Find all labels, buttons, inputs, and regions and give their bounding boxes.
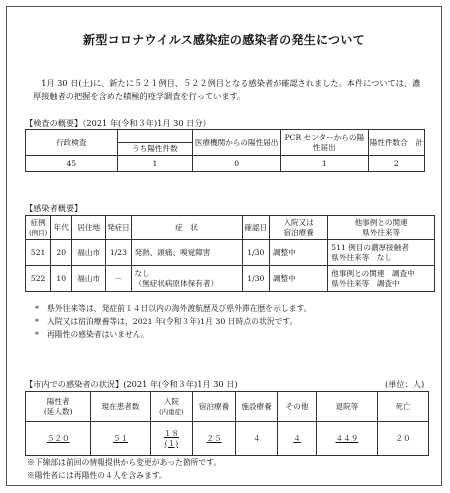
case-conf: 1/30 [242,266,269,292]
case-symptom: なし （無症状病原体保有者） [131,266,242,292]
cases-section-label: 【感染者概要】 [25,203,83,213]
case-onset: － [106,266,131,292]
case-status: 調整中 [270,240,328,266]
case-no: 521 [26,240,51,266]
footnote-item: ※下線部は前回の情報提供から変更があった箇所です。 [27,458,222,467]
cases-header-onset: 発症日 [106,216,131,240]
status-value-other: ４ [278,422,316,456]
status-header-hosp: 入院 (内重症) [150,392,193,422]
exam-header-med: 医療機関からの陽性届出 [193,130,281,156]
status-value-current: ５１ [91,422,150,456]
case-age: 20 [51,240,72,266]
footnote-item: ※陽性者には再陽性の４人を含みます。 [27,471,167,480]
status-header-hotel: 宿泊療養 [193,392,236,422]
cases-header-status: 入院又は 宿泊療養 [270,216,328,240]
exam-value-pcr: 1 [280,156,368,172]
status-table [25,391,429,456]
case-conf: 1/30 [242,240,269,266]
case-res: 福山市 [72,240,106,266]
status-header-facility: 施設療養 [235,392,278,422]
note-item: * 県外往来等は，発症前１４日以内の海外渡航歴及び県外滞在歴を示します。 [35,304,312,313]
cases-header-symptom: 症 状 [131,216,242,240]
cases-header-rel: 他事例との関連 県外往来等 [328,216,435,240]
cases-header-age: 年代 [51,216,72,240]
case-status: 調整中 [270,266,328,292]
page-title: 新型コロナウイルス感染症の感染者の発生について [83,33,365,47]
cases-header-no: 症例 (例目) [26,216,51,240]
exam-header-test: 行政検査 [26,130,118,156]
note-item: * 入院又は宿泊療養等は，2021 年(令和３年)1月 30 日時点の状況です。 [35,317,298,326]
table-row [26,266,435,292]
status-header-discharged: 退院等 [316,392,377,422]
exam-value-med: 0 [193,156,281,172]
status-header-pos: 陽性者 (延人数) [26,392,91,422]
exam-section-label: 【検査の概要】（2021 年(令和３年)1月 30 日分） [25,118,211,128]
cases-header-res: 居住地 [72,216,106,240]
exam-header-total: 陽性件数合 計 [368,130,424,156]
document-page [6,6,442,486]
exam-header-pcr: PCR センターからの陽性届出 [280,130,368,156]
status-section-label: 【市内での感染者の状況】(2021 年(令和３年)1月 30 日) [25,379,238,389]
status-value-facility: ４ [235,422,278,456]
table-row [26,240,435,266]
status-value-pos: ５２０ [26,422,91,456]
status-header-current: 現在患者数 [91,392,150,422]
status-value-death: ２０ [378,422,429,456]
status-value-discharged: ４４９ [316,422,377,456]
case-no: 522 [26,266,51,292]
status-value-hotel: ２５ [193,422,236,456]
exam-value-pos: 1 [117,156,193,172]
cases-table [25,215,435,292]
case-onset: 1/23 [106,240,131,266]
cases-header-conf: 確認日 [242,216,269,240]
case-symptom: 発熱、頭痛、嗅覚障害 [131,240,242,266]
exam-value-test: 45 [26,156,118,172]
case-age: 10 [51,266,72,292]
status-header-death: 死亡 [378,392,429,422]
exam-header-pos: うち陽性件数 [117,143,193,156]
case-rel: 他事例との関連 調査中 県外往来等 調査中 [328,266,435,292]
status-header-other: その他 [278,392,316,422]
note-item: * 再陽性の感染者はいません。 [35,330,149,339]
exam-table [25,129,425,172]
status-unit: (単位：人) [385,379,425,389]
case-rel: 511 例目の濃厚接触者 県外往来等 なし [328,240,435,266]
exam-value-total: 2 [368,156,424,172]
status-value-hosp: １８ (１) [150,422,193,456]
case-res: 福山市 [72,266,106,292]
intro-paragraph: 1月 30 日(土)に、新たに５２１例目、５２２例目となる感染者が確認されました。本件については、濃厚接触者の把握を含めた積極的疫学調査を行っています。 [33,78,421,101]
